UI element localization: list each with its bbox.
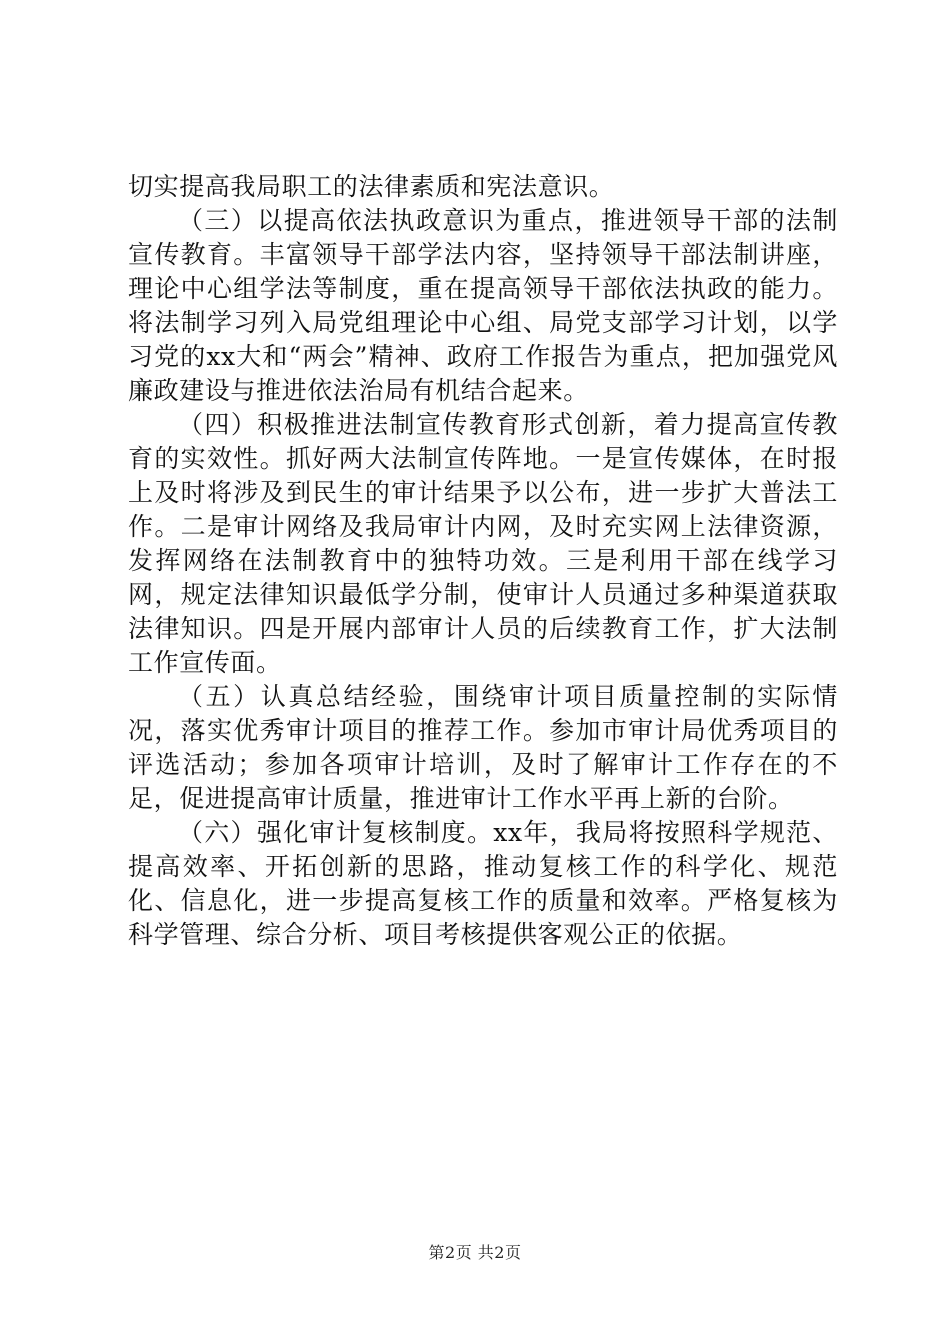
paragraph-section-4: （四）积极推进法制宣传教育形式创新，着力提高宣传教育的实效性。抓好两大法制宣传阵地。一是宣传媒体，在时报上及时将涉及到民生的审计结果予以公布，进一步扩大普法工作。二是审计网络及我局审计内网，及时充实网上法律资源，发挥网络在法制教育中的独特功效。三是利用干部在线学习网，规定法律知识最低学分制，使审计人员通过多种渠道获取法律知识。四是开展内部审计人员的后续教育工作，扩大法制工作宣传面。 bbox=[128, 410, 838, 677]
paragraph-section-5: （五）认真总结经验，围绕审计项目质量控制的实际情况，落实优秀审计项目的推荐工作。参加市审计局优秀项目的评选活动；参加各项审计培训，及时了解审计工作存在的不足，促进提高审计质量，推进审计工作水平再上新的台阶。 bbox=[128, 682, 838, 813]
page-number-footer: 第2页 共2页 bbox=[428, 1243, 522, 1262]
paragraph-continuation: 切实提高我局职工的法律素质和宪法意识。 bbox=[128, 172, 615, 201]
paragraph-section-3: （三）以提高依法执政意识为重点，推进领导干部的法制宣传教育。丰富领导干部学法内容，坚持领导干部法制讲座，理论中心组学法等制度，重在提高领导干部依法执政的能力。将法制学习列入局党组理论中心组、局党支部学习计划，以学习党的xx大和“两会”精神、政府工作报告为重点，把加强党风廉政建设与推进依法治局有机结合起来。 bbox=[128, 206, 838, 405]
paragraph-section-6: （六）强化审计复核制度。xx年，我局将按照科学规范、提高效率、开拓创新的思路，推动复核工作的科学化、规范化、信息化，进一步提高复核工作的质量和效率。严格复核为科学管理、综合分析、项目考核提供客观公正的依据。 bbox=[128, 818, 838, 949]
document-body bbox=[128, 170, 838, 952]
